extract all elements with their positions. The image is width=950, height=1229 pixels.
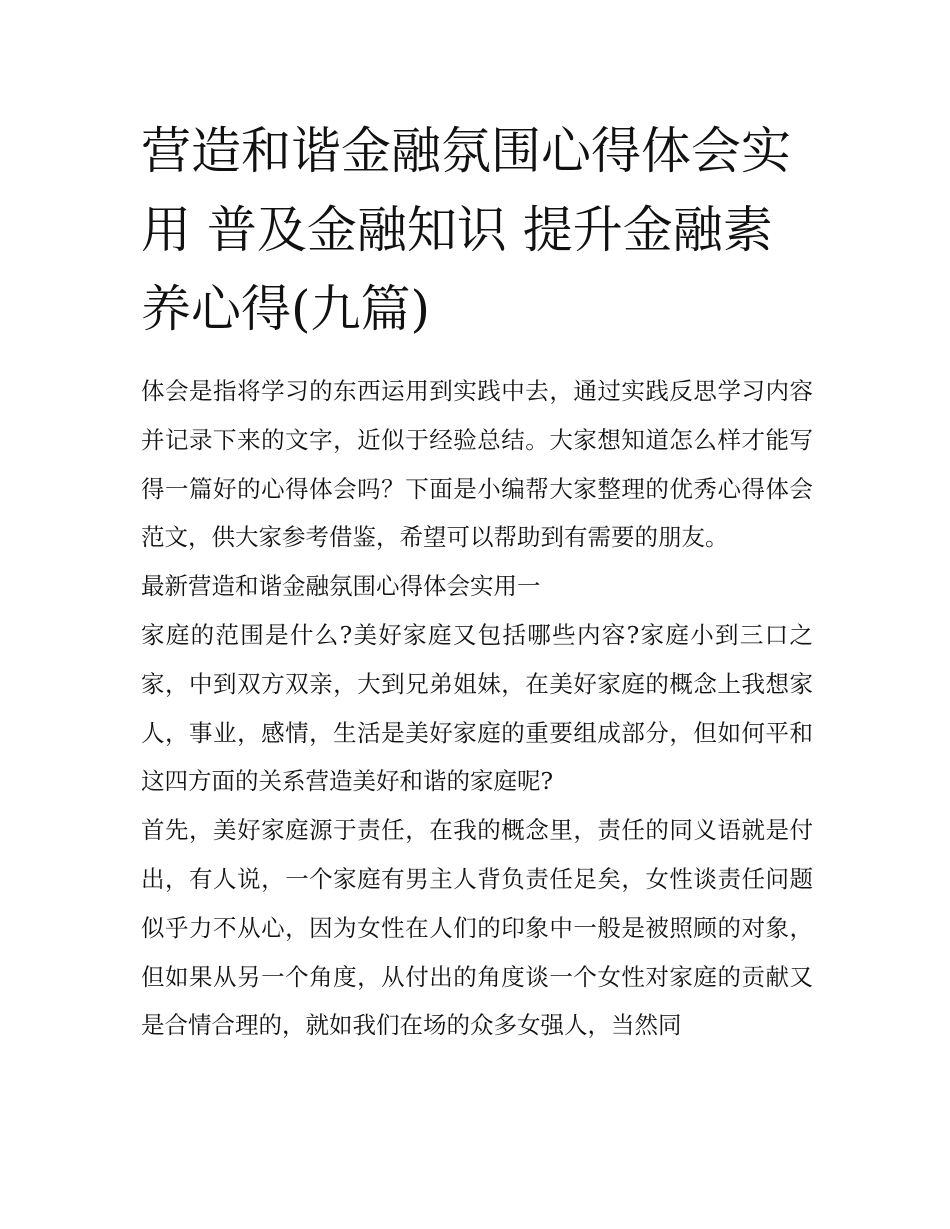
document-page	[141, 112, 813, 1050]
title-line-3: 养心得(九篇)	[141, 280, 431, 338]
document-body	[141, 367, 813, 1050]
body-paragraph-1: 家庭的范围是什么?美好家庭又包括哪些内容?家庭小到三口之家，中到双方双亲，大到兄弟姐妹，在美好家庭的概念上我想家人，事业，感情，生活是美好家庭的重要组成部分，但如何平和这四方面的关系营造美好和谐的家庭呢?	[141, 620, 813, 796]
body-paragraph-2: 首先，美好家庭源于责任，在我的概念里，责任的同义语就是付出，有人说，一个家庭有男主人背负责任足矣，女性谈责任问题似乎力不从心，因为女性在人们的印象中一般是被照顾的对象，但如果从另一个角度，从付出的角度谈一个女性对家庭的贡献又是合情合理的，就如我们在场的众多女强人，当然同	[141, 816, 813, 1040]
document-title	[141, 112, 813, 349]
intro-paragraph: 体会是指将学习的东西运用到实践中去，通过实践反思学习内容并记录下来的文字，近似于经验总结。大家想知道怎么样才能写得一篇好的心得体会吗？下面是小编帮大家整理的优秀心得体会范文，供大家参考借鉴，希望可以帮助到有需要的朋友。	[141, 377, 813, 552]
title-line-2: 用 普及金融知识 提升金融素	[141, 201, 773, 259]
section-heading: 最新营造和谐金融氛围心得体会实用一	[141, 572, 541, 601]
title-line-1: 营造和谐金融氛围心得体会实	[141, 122, 791, 180]
